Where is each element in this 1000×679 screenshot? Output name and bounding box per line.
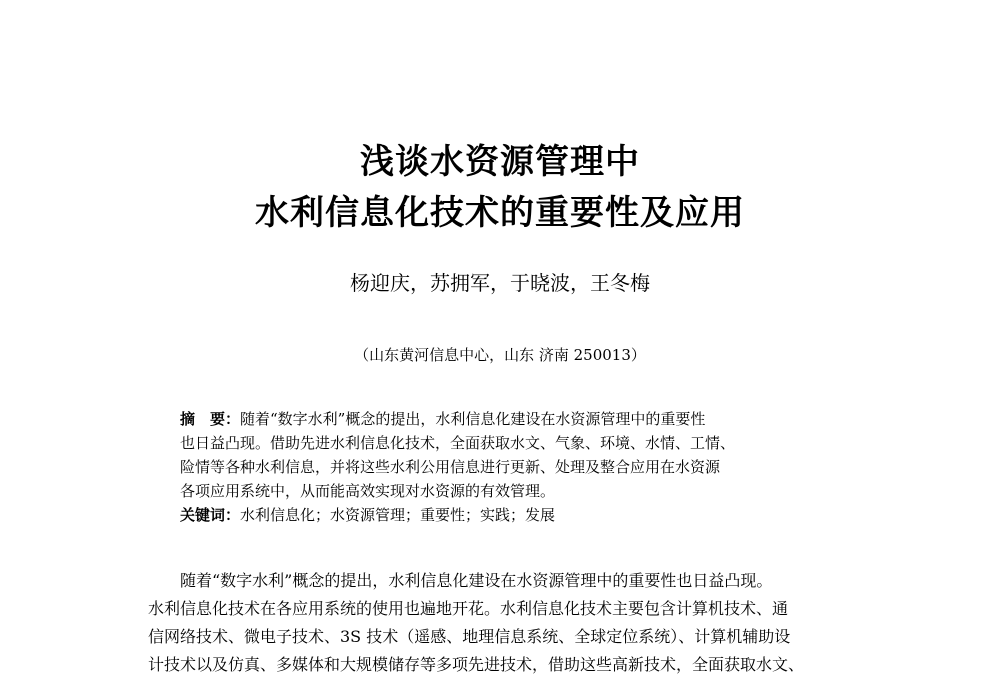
title-line-1: 浅谈水资源管理中 <box>360 142 640 182</box>
affiliation: （山东黄河信息中心，山东 济南 250013） <box>354 346 646 364</box>
body-line: 计技术以及仿真、多媒体和大规模储存等多项先进技术，借助这些高新技术，全面获取水文、 <box>148 655 805 674</box>
title-line-2: 水利信息化技术的重要性及应用 <box>255 193 745 233</box>
abstract-line: 险情等各种水利信息，并将这些水利公用信息进行更新、处理及整合应用在水资源 <box>180 458 721 476</box>
keywords-label: 关键词： <box>180 506 241 524</box>
keywords-line <box>180 503 830 527</box>
abstract-line <box>180 407 830 431</box>
abstract-label: 摘 要： <box>180 410 241 428</box>
body-line: 信网络技术、微电子技术、3S 技术（遥感、地理信息系统、全球定位系统）、计算机辅助设 <box>148 627 791 646</box>
abstract-block <box>180 407 830 527</box>
authors: 杨迎庆，苏拥军，于晓波，王冬梅 <box>350 271 650 295</box>
body-text <box>148 567 868 679</box>
keywords-text: 水利信息化；水资源管理；重要性；实践；发展 <box>240 506 556 524</box>
body-line: 水利信息化技术在各应用系统的使用也遍地开花。水利信息化技术主要包含计算机技术、通 <box>148 599 789 618</box>
abstract-line: 各项应用系统中，从而能高效实现对水资源的有效管理。 <box>180 482 556 500</box>
abstract-text: 随着“数字水利”概念的提出，水利信息化建设在水资源管理中的重要性 <box>240 410 706 428</box>
body-line: 随着“数字水利”概念的提出，水利信息化建设在水资源管理中的重要性也日益凸现。 <box>180 571 773 590</box>
abstract-line: 也日益凸现。借助先进水利信息化技术，全面获取水文、气象、环境、水情、工情、 <box>180 434 736 452</box>
